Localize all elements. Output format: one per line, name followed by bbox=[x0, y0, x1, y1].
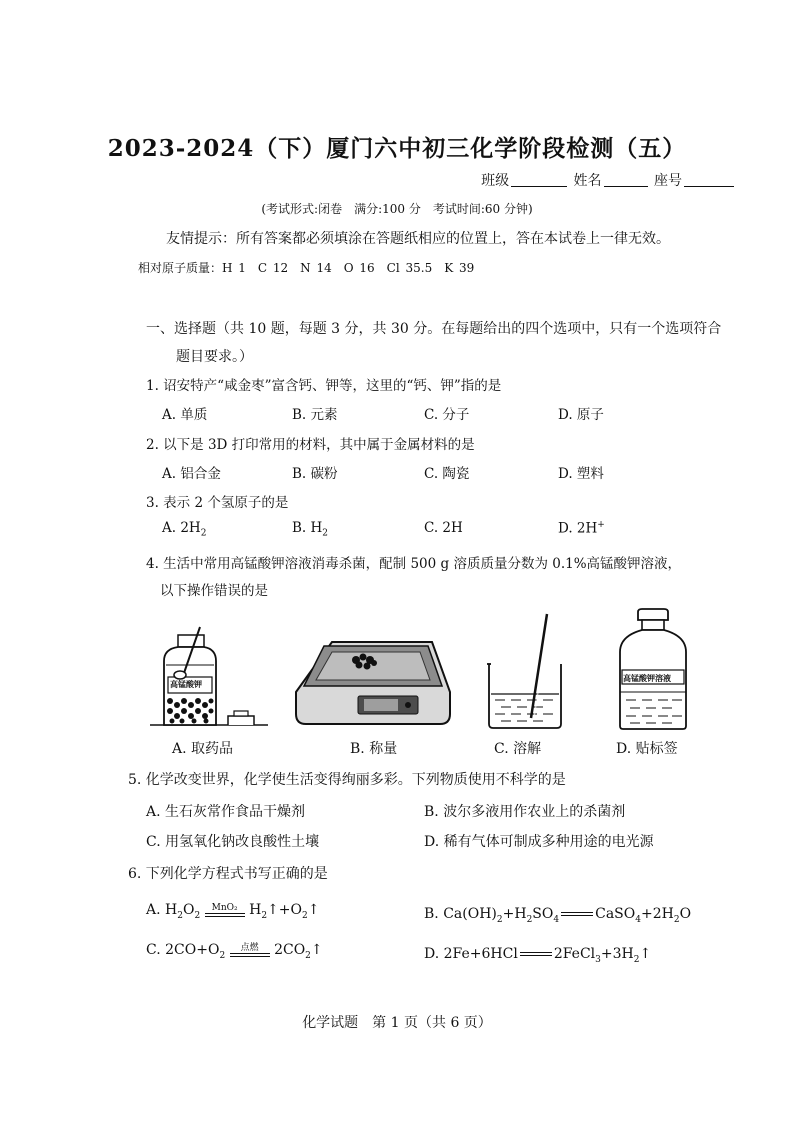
q6-option-d: D. 2Fe+6HCl $2FeCl_3+3H_2↑$ bbox=[424, 946, 652, 965]
q5-option-c: C. 用氢氧化钠改良酸性土壤 bbox=[146, 834, 320, 850]
seat-blank bbox=[684, 186, 734, 187]
q4-stem-cont: 以下操作错误的是 bbox=[160, 583, 268, 599]
exam-title: 2023-2024（下）厦门六中初三化学阶段检测（五） bbox=[107, 135, 687, 162]
q5-option-a: A. 生石灰常作食品干燥剂 bbox=[146, 804, 306, 820]
exam-meta: (考试形式:闭卷 满分:100 分 考试时间:60 分钟) bbox=[261, 202, 533, 216]
q1-stem: 1. 诏安特产“咸金枣”富含钙、钾等，这里的“钙、钾”指的是 bbox=[146, 378, 502, 394]
name-blank bbox=[604, 186, 648, 187]
page-footer: 化学试题 第 1 页（共 6 页） bbox=[302, 1015, 492, 1031]
student-info-line bbox=[481, 170, 736, 190]
q6-option-a: A. $H_2O_2$ MnO₂ $H_2↑+O_2↑$ bbox=[146, 902, 320, 921]
bottle-illustration bbox=[612, 608, 694, 732]
q3-option-b: B. $H_2$ bbox=[292, 520, 329, 539]
q1-option-d: D. 原子 bbox=[558, 407, 604, 423]
class-label: 班级 bbox=[481, 173, 510, 189]
beaker-illustration bbox=[483, 612, 573, 732]
q1-option-b: B. 元素 bbox=[292, 407, 338, 423]
q4-option-b: B. 称量 bbox=[350, 741, 398, 757]
seat-label: 座号 bbox=[654, 173, 682, 189]
balance-illustration bbox=[292, 636, 452, 730]
q4-option-c: C. 溶解 bbox=[494, 741, 542, 757]
q4-stem: 4. 生活中常用高锰酸钾溶液消毒杀菌，配制 500 g 溶质质量分数为 0.1%高锰酸钾溶液， bbox=[146, 556, 682, 572]
q3-stem: 3. 表示 2 个氢原子的是 bbox=[146, 495, 289, 511]
section-heading-cont: 题目要求。） bbox=[176, 349, 253, 365]
q3-option-d: D. 2H+ bbox=[558, 520, 605, 537]
q5-stem: 5. 化学改变世界，化学使生活变得绚丽多彩。下列物质使用不科学的是 bbox=[128, 772, 566, 788]
q3-option-a: A. $2H_2$ bbox=[162, 520, 207, 539]
jar-illustration bbox=[150, 625, 270, 730]
q6-option-b: B. $Ca(OH)_2+H_2SO_4$ $CaSO_4+2H_2O$ bbox=[424, 906, 692, 925]
q6-stem: 6. 下列化学方程式书写正确的是 bbox=[128, 866, 328, 882]
name-label: 姓名 bbox=[573, 173, 602, 189]
q1-option-a: A. 单质 bbox=[162, 407, 208, 423]
bottle-label: 高锰酸钾溶液 bbox=[623, 673, 671, 683]
friendly-hint: 友情提示：所有答案都必须填涂在答题纸相应的位置上，答在本试卷上一律无效。 bbox=[166, 231, 670, 247]
jar-label: 高锰酸钾 bbox=[170, 679, 202, 689]
q1-option-c: C. 分子 bbox=[424, 407, 470, 423]
q2-stem: 2. 以下是 3D 打印常用的材料，其中属于金属材料的是 bbox=[146, 437, 475, 453]
q2-option-b: B. 碳粉 bbox=[292, 466, 338, 482]
q6-option-c: C. $2CO+O_2$ 点燃 $2CO_2↑$ bbox=[146, 942, 323, 961]
q2-option-d: D. 塑料 bbox=[558, 466, 604, 482]
class-blank bbox=[511, 186, 567, 187]
q3-option-c: C. 2H bbox=[424, 520, 463, 536]
q5-option-d: D. 稀有气体可制成多种用途的电光源 bbox=[424, 834, 654, 850]
q2-option-a: A. 铝合金 bbox=[162, 466, 221, 482]
q4-option-d: D. 贴标签 bbox=[616, 741, 678, 757]
section-heading: 一、选择题（共 10 题，每题 3 分，共 30 分。在每题给出的四个选项中，只有一个选项符合 bbox=[146, 321, 722, 337]
atomic-masses: 相对原子质量：H 1 C 12 N 14 O 16 Cl 35.5 K 39 bbox=[138, 261, 475, 275]
q5-option-b: B. 波尔多液用作农业上的杀菌剂 bbox=[424, 804, 626, 820]
q2-option-c: C. 陶瓷 bbox=[424, 466, 470, 482]
q4-option-a: A. 取药品 bbox=[172, 741, 234, 757]
